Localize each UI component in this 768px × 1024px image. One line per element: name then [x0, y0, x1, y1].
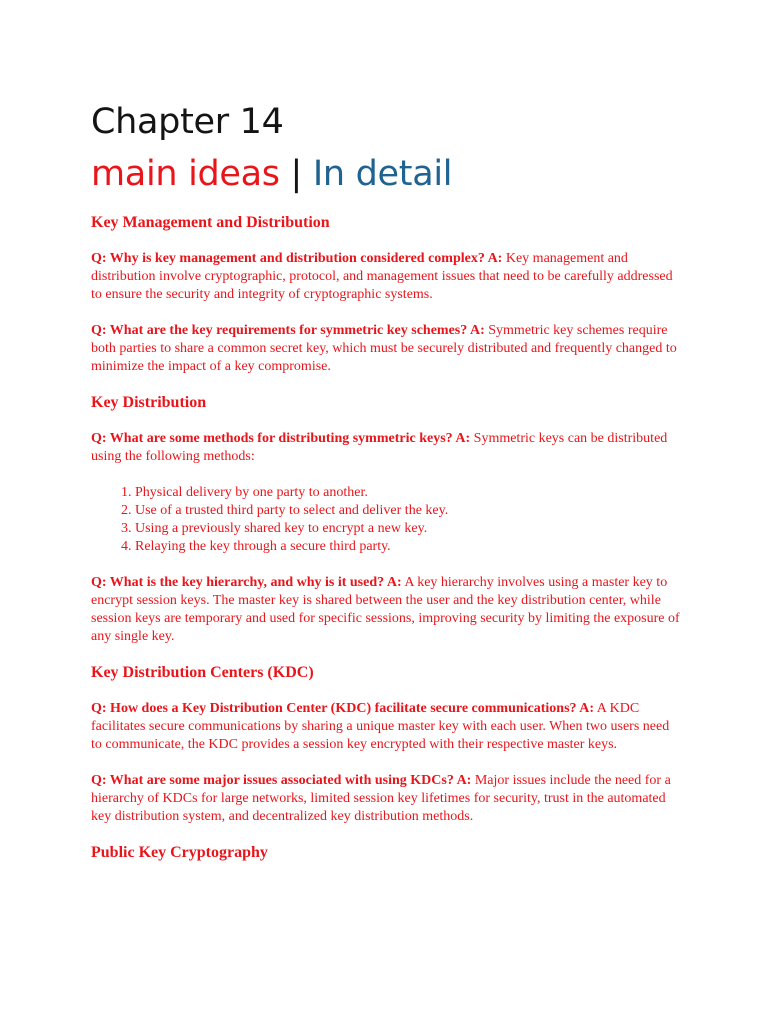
- qa-paragraph: [91, 700, 681, 754]
- document-page: [91, 100, 681, 862]
- answer: Symmetric key schemes require both parties to share a common secret key, which must be securely distributed and frequently changed to minimize the impact of a key compromise.: [91, 323, 677, 374]
- qa-paragraph: [91, 250, 681, 304]
- question: Q: What are the key requirements for symmetric key schemes? A:: [91, 323, 485, 338]
- question: Q: Why is key management and distribution considered complex? A:: [91, 251, 503, 266]
- question: Q: How does a Key Distribution Center (KDC) facilitate secure communications? A:: [91, 701, 595, 716]
- section-heading-key-management: Key Management and Distribution: [91, 214, 330, 231]
- list-item: 3. Using a previously shared key to encrypt a new key.: [135, 520, 681, 538]
- section-heading-kdc: Key Distribution Centers (KDC): [91, 664, 314, 681]
- distribution-methods-list: [91, 484, 681, 556]
- subtitle-main-ideas: main ideas: [91, 154, 280, 194]
- qa-paragraph: [91, 772, 681, 826]
- qa-paragraph: [91, 430, 681, 466]
- answer: A KDC facilitates secure communications by sharing a unique master key with each user. When two users need to communicate, the KDC provides a session key encrypted with their respective master keys.: [91, 701, 670, 752]
- chapter-title: Chapter 14: [91, 102, 284, 142]
- answer: Key management and distribution involve cryptographic, protocol, and management issues that need to be carefully addressed to ensure the security and integrity of cryptographic systems.: [91, 251, 673, 302]
- list-item: 1. Physical delivery by one party to another.: [135, 484, 681, 502]
- section-heading-public-key: Public Key Cryptography: [91, 844, 268, 861]
- qa-paragraph: [91, 574, 681, 646]
- question: Q: What is the key hierarchy, and why is it used? A:: [91, 575, 402, 590]
- list-item: 4. Relaying the key through a secure third party.: [135, 538, 681, 556]
- subtitle-in-detail: In detail: [312, 154, 453, 194]
- question: Q: What are some major issues associated with using KDCs? A:: [91, 773, 472, 788]
- subtitle-separator: |: [279, 154, 313, 194]
- answer: Major issues include the need for a hierarchy of KDCs for large networks, limited session key lifetimes for security, trust in the automated key distribution system, and decentralized key distribution methods.: [91, 773, 671, 824]
- qa-paragraph: [91, 322, 681, 376]
- section-heading-key-distribution: Key Distribution: [91, 394, 207, 411]
- list-item: 2. Use of a trusted third party to select and deliver the key.: [135, 502, 681, 520]
- answer: A key hierarchy involves using a master key to encrypt session keys. The master key is shared between the user and the key distribution center, while session keys are temporary and used for specific sessions, improving security by limiting the exposure of any single key.: [91, 575, 680, 644]
- chapter-subtitle: [91, 152, 681, 196]
- answer: Symmetric keys can be distributed using the following methods:: [91, 431, 668, 464]
- question: Q: What are some methods for distributing symmetric keys? A:: [91, 431, 471, 446]
